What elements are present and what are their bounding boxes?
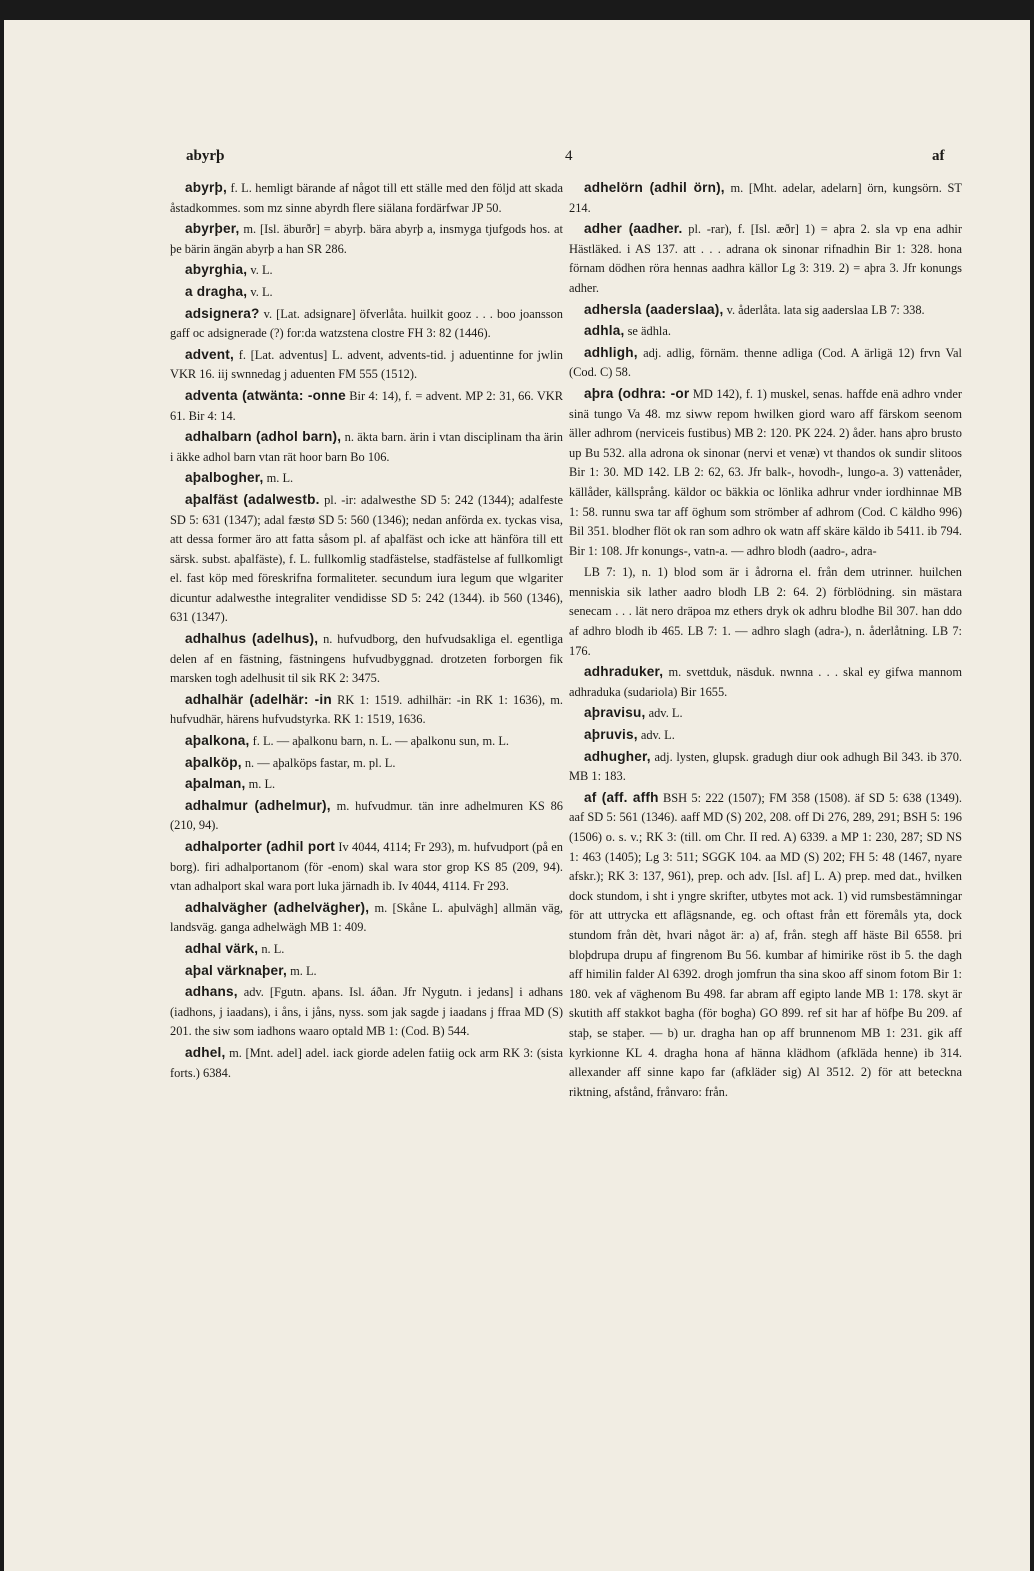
entry-headword: aþalfäst (adalwestb.	[185, 491, 320, 507]
entry-definition: adv. L.	[640, 728, 675, 743]
entry-definition: pl. -rar), f. [Isl. æðr] 1) = aþra 2. sla vp ena adhir Hästläked. i AS 137. att . . . adrana ok sinonar rifnadhin Bir 1: 328. hona förnam dödhen röra hennas aadhra källor Lg 3: 319. 2) = aþra 3. Jfr konungs adher.	[569, 222, 962, 295]
dictionary-entry	[170, 796, 563, 836]
entry-headword: abyrþ,	[185, 180, 227, 195]
entry-definition: f. L. — aþalkonu barn, n. L. — aþalkonu sun, m. L.	[252, 734, 509, 749]
dictionary-entry	[170, 690, 563, 730]
entry-definition: m. L.	[248, 777, 276, 792]
dictionary-entry	[569, 343, 962, 383]
entry-definition: v. L.	[250, 284, 273, 299]
entry-definition: m. L.	[290, 963, 317, 978]
entry-headword: adhans,	[185, 984, 238, 1000]
entry-headword: a dragha,	[185, 283, 248, 299]
entry-headword: adhalmur (adhelmur),	[185, 797, 331, 813]
entry-definition: f. [Lat. adventus] L. advent, advents-tid. j aduentinne for jwlin VKR 16. iij swnnedag j aduenten FM 555 (1512).	[170, 347, 563, 382]
entry-definition: RK 1: 1519. adhilhär: -in RK 1: 1636), m. hufvudhär, härens hufvudstyrka. RK 1: 1519, 1636.	[170, 692, 563, 727]
entry-headword: aþravisu,	[584, 705, 646, 721]
dictionary-entry	[170, 898, 563, 938]
entry-definition: m. L.	[266, 471, 294, 486]
dictionary-entry	[170, 282, 563, 303]
entry-definition: n. hufvudborg, den hufvudsakliga el. egentliga delen af en fästning, fästningens hufvudbyggnad. drotzeten forborgen fik marsken togh adelhusit til sik RK 2: 3475.	[170, 632, 563, 686]
entry-headword: af (aff. affh	[584, 789, 659, 805]
entry-headword: adhal värk,	[185, 940, 259, 956]
dictionary-entry	[569, 384, 962, 561]
entry-definition: v. [Lat. adsignare] öfverlåta. huilkit gooz . . . boo joansson gaff oc adsignerade (?) for:da watzstena clostre FH 3: 82 (1446).	[170, 306, 563, 341]
dictionary-entry	[170, 982, 563, 1042]
entry-headword: adhalhär (adelhär: -in	[185, 691, 332, 707]
dictionary-entry	[569, 178, 962, 218]
entry-headword: adhalbarn (adhol barn),	[185, 429, 342, 445]
entry-headword: aþalbogher,	[185, 470, 264, 486]
entry-headword: aþalman,	[185, 776, 246, 792]
entry-headword: adhel,	[185, 1044, 226, 1060]
header-right-guide-word: af	[932, 148, 945, 164]
entry-headword: abyrþer,	[185, 221, 240, 237]
entry-definition: f. L. hemligt bärande af något till ett ställe med den följd att skada åstadkommes. som mz sinne abyrdh flere siälana fordärfwar JP 50.	[170, 181, 563, 215]
dictionary-page	[4, 20, 1030, 1571]
entry-headword: aþal värknaþer,	[185, 962, 287, 978]
dictionary-entry	[170, 961, 563, 982]
entry-definition: adj. adlig, förnäm. thenne adliga (Cod. A ärligä 12) frvn Val (Cod. C) 58.	[569, 345, 962, 380]
dictionary-entry	[569, 662, 962, 702]
entry-definition: m. [Mnt. adel] adel. iack giorde adelen fatiig ock arm RK 3: (sista forts.) 6384.	[170, 1045, 563, 1080]
left-column	[170, 178, 563, 1568]
entry-headword: adsignera?	[185, 305, 260, 321]
entry-headword: adhalvägher (adhelvägher),	[185, 899, 370, 915]
right-column	[569, 178, 962, 1568]
entry-definition: BSH 5: 222 (1507); FM 358 (1508). äf SD 5: 638 (1349). aaf SD 5: 561 (1346). aaff MD (S) 202, 208. off Di 276, 289, 291; BSH 5: 196 (1506) o. s. v.; RK 3: (till. om Chr. II red. A) 6339. a MP 1: 230, 287; SD NS 1: 463 (1405); Lg 3: 511; SGGK 104. aa MD (S) 202; FH 5: 48 (1467, nyare afskr.); RK 3: 137, 961), prep. och adv. [Isl. af] L. A) prep. med dat., hvilken dock stundom, i sht i yngre skrifter, utbytes mot ack. 1) vid rumsbestämningar för att uttrycka ett aflägsnande, eg. och oftast från ett föremåls yta, dock stundom från dèt, hvari något är: a) af, från. stegh aff häste Bil 6558. þri bloþdrupa drupu af fingrenom Bu 56. kumbar af himirike röst ib 5. the dagh aff himilin falder Al 6392. drogh jomfrun tha sina skoo aff sinom fotom Bir 1: 180. vek af väghenom Bu 498. far abram aff egipto lande MB 1: 178. skyt är skutith aff stakkot bagha (för bogha) GO 899. ref sit har af höfþe Bu 209. af staþ, se staþer. — b) ur. dragha han op aff brunnenom MB 1: 231. gik aff kyrkionne KL 4. dragha hona af hänna klädhom (afkläda henne) ib 314. allexander aff sinne kapo far (afkläder sig) Al 3512. 2) för att beteckna riktning, afstånd, frånvaro: från.	[569, 790, 962, 1099]
entry-headword: advent,	[185, 346, 234, 362]
entry-headword: adhla,	[584, 323, 625, 339]
entry-headword: adher (aadher.	[584, 221, 683, 237]
dictionary-entry	[170, 260, 563, 281]
entry-definition: pl. -ir: adalwesthe SD 5: 242 (1344); adalfeste SD 5: 631 (1347); adal fæstø SD 5: 560 (1346); nedan anförda ex. tyckas visa, att dessa former äro att fatta såsom pl. af aþalfäst och icke att hänföra till ett särsk. subst. aþalfäste), f. L. fullkomlig stadfästelse, stadfästelse af fullkomligt el. fast köp med föreskrifna formaliteter. secundum iura legum que wlgariter dicuntur adalwesthe integraliter vendidisse SD 5: 242 (1344). ib 560 (1346), 631 (1347).	[170, 492, 563, 625]
dictionary-entry	[569, 703, 962, 724]
dictionary-entry	[569, 562, 962, 661]
entry-definition: n. äkta barn. ärin i vtan disciplinam tha ärin i äkke adhol barn vtan rät hoor barn Bo 106.	[170, 430, 563, 464]
dictionary-entry	[170, 753, 563, 774]
dictionary-entry	[170, 837, 563, 897]
entry-headword: aþalköp,	[185, 754, 242, 770]
dictionary-entry	[569, 725, 962, 746]
entry-headword: adhalporter (adhil port	[185, 839, 336, 854]
entry-definition: adj. lysten, glupsk. gradugh diur ook adhugh Bil 343. ib 370. MB 1: 183.	[569, 749, 962, 784]
entry-definition: MD 142), f. 1) muskel, senas. haffde enä adhro vnder sinä tungo Va 48. mz siww repom hwilken giord waro aff färskom seenom äller adhrom (nerviceis fustibus) MB 2: 120. PK 224. 2) åder. hans aþro brusto up Bu 532. alla adrona ok sinonar (nervi et venæ) vt thandos ok sundir slitoos Bir 1: 30. MD 142. LB 2: 62, 63. Jfr balk-, hovodh-, lungo-a. 3) vattenåder, källåder, källsprång. käldor oc bäkkia oc lönlika adhrur vnder iordhinnae MB 1: 58. runnu swa tar aff öghum som strömber af adhrom (Cod. C käldho 996) Bil 351. blodher flöt ok ran som adhro ok watn aff skäre käldo ib 5411. ib 794. Bir 1: 108. Jfr konungs-, vatn-a. — adhro blodh (aadro-, adra-	[569, 386, 962, 558]
dictionary-entry	[569, 747, 962, 787]
page-header	[4, 148, 1030, 172]
dictionary-entry	[170, 345, 563, 385]
dictionary-entry	[170, 939, 563, 960]
entry-definition: se ädhla.	[627, 324, 671, 339]
entry-definition: Iv 4044, 4114; Fr 293), m. hufvudport (på en borg). firi adhalportanom (för -enom) skal wara stor grop KS 85 (209, 94). vtan adhalport skal wara port luka järnadh ib. Iv 4044, 4114. Fr 293.	[170, 840, 563, 894]
entry-definition: adv. L.	[648, 706, 683, 721]
entry-definition: n. — aþalköps fastar, m. pl. L.	[244, 755, 396, 770]
entry-definition: m. [Skåne L. aþulvägh] allmän väg, landsväg. ganga adhelwägh MB 1: 409.	[170, 900, 563, 935]
entry-headword: aþruvis,	[584, 727, 638, 743]
entry-definition: m. hufvudmur. tän inre adhelmuren KS 86 (210, 94).	[170, 798, 563, 833]
dictionary-entry	[170, 468, 563, 489]
header-left-guide-word: abyrþ	[186, 148, 225, 164]
entry-definition: v. åderlåta. lata sig aaderslaa LB 7: 338.	[726, 302, 925, 317]
entry-headword: adhugher,	[584, 748, 651, 764]
dictionary-entry	[170, 731, 563, 752]
entry-definition: adv. [Fgutn. aþans. Isl. áðan. Jfr Nygutn. i jedans] i adhans (iadhons, j iaadans), i åns, i jåns, nyss. som jak sagde j iaadans j ffraa MD (S) 201. the siw som iadhons waaro optald MB 1: (Cod. B) 544.	[170, 985, 563, 1039]
entry-headword: aþalkona,	[185, 733, 250, 749]
dictionary-entry	[170, 427, 563, 467]
entry-headword: adhraduker,	[584, 664, 664, 680]
dictionary-entry	[170, 178, 563, 218]
entry-headword: adventa (atwänta: -onne	[185, 387, 346, 403]
dictionary-entry	[569, 788, 962, 1103]
entry-headword: aþra (odhra: -or	[584, 385, 690, 401]
dictionary-entry	[170, 629, 563, 689]
entry-headword: adhersla (aaderslaa),	[584, 301, 724, 317]
entry-headword: adhelörn (adhil örn),	[584, 180, 725, 195]
dictionary-entry	[170, 1043, 563, 1083]
dictionary-entry	[170, 219, 563, 259]
entry-definition: m. [Isl. äburðr] = abyrþ. bära abyrþ a, insmyga tjufgods hos. at þe bärin ängän abyrþ a han SR 286.	[170, 222, 563, 256]
entry-headword: adhligh,	[584, 344, 638, 360]
entry-headword: abyrghia,	[185, 262, 248, 278]
entry-definition: v. L.	[250, 263, 273, 278]
entry-headword: adhalhus (adelhus),	[185, 631, 319, 647]
page-number: 4	[565, 148, 573, 164]
dictionary-entry	[569, 321, 962, 342]
entry-definition: m. [Mht. adelar, adelarn] örn, kungsörn. ST 214.	[569, 181, 962, 215]
dictionary-entry	[569, 219, 962, 298]
dictionary-entry	[170, 304, 563, 344]
dictionary-entry	[170, 386, 563, 426]
dictionary-entry	[170, 774, 563, 795]
entry-definition: n. L.	[261, 941, 285, 956]
entry-definition: m. svettduk, näsduk. nwnna . . . skal ey gifwa mannom adhraduka (sudariola) Bir 1655.	[569, 665, 962, 699]
dictionary-entry	[569, 300, 962, 321]
entry-definition: Bir 4: 14), f. = advent. MP 2: 31, 66. VKR 61. Bir 4: 14.	[170, 388, 563, 423]
entry-definition: LB 7: 1), n. 1) blod som är i ådrorna el. från dem utrinner. huilchen menniskia sik lather aadro blodh LB 2: 64. 2) förblödning. sin mästara senecam . . . lät nero dräpoa mz ethers dryk ok adhru blodhe Bil 307. han ddo af adhro blodh ib 465. LB 7: 1. — adhro slagh (adra-), n. åderlåtning. LB 7: 176.	[569, 565, 962, 658]
dictionary-entry	[170, 490, 563, 628]
